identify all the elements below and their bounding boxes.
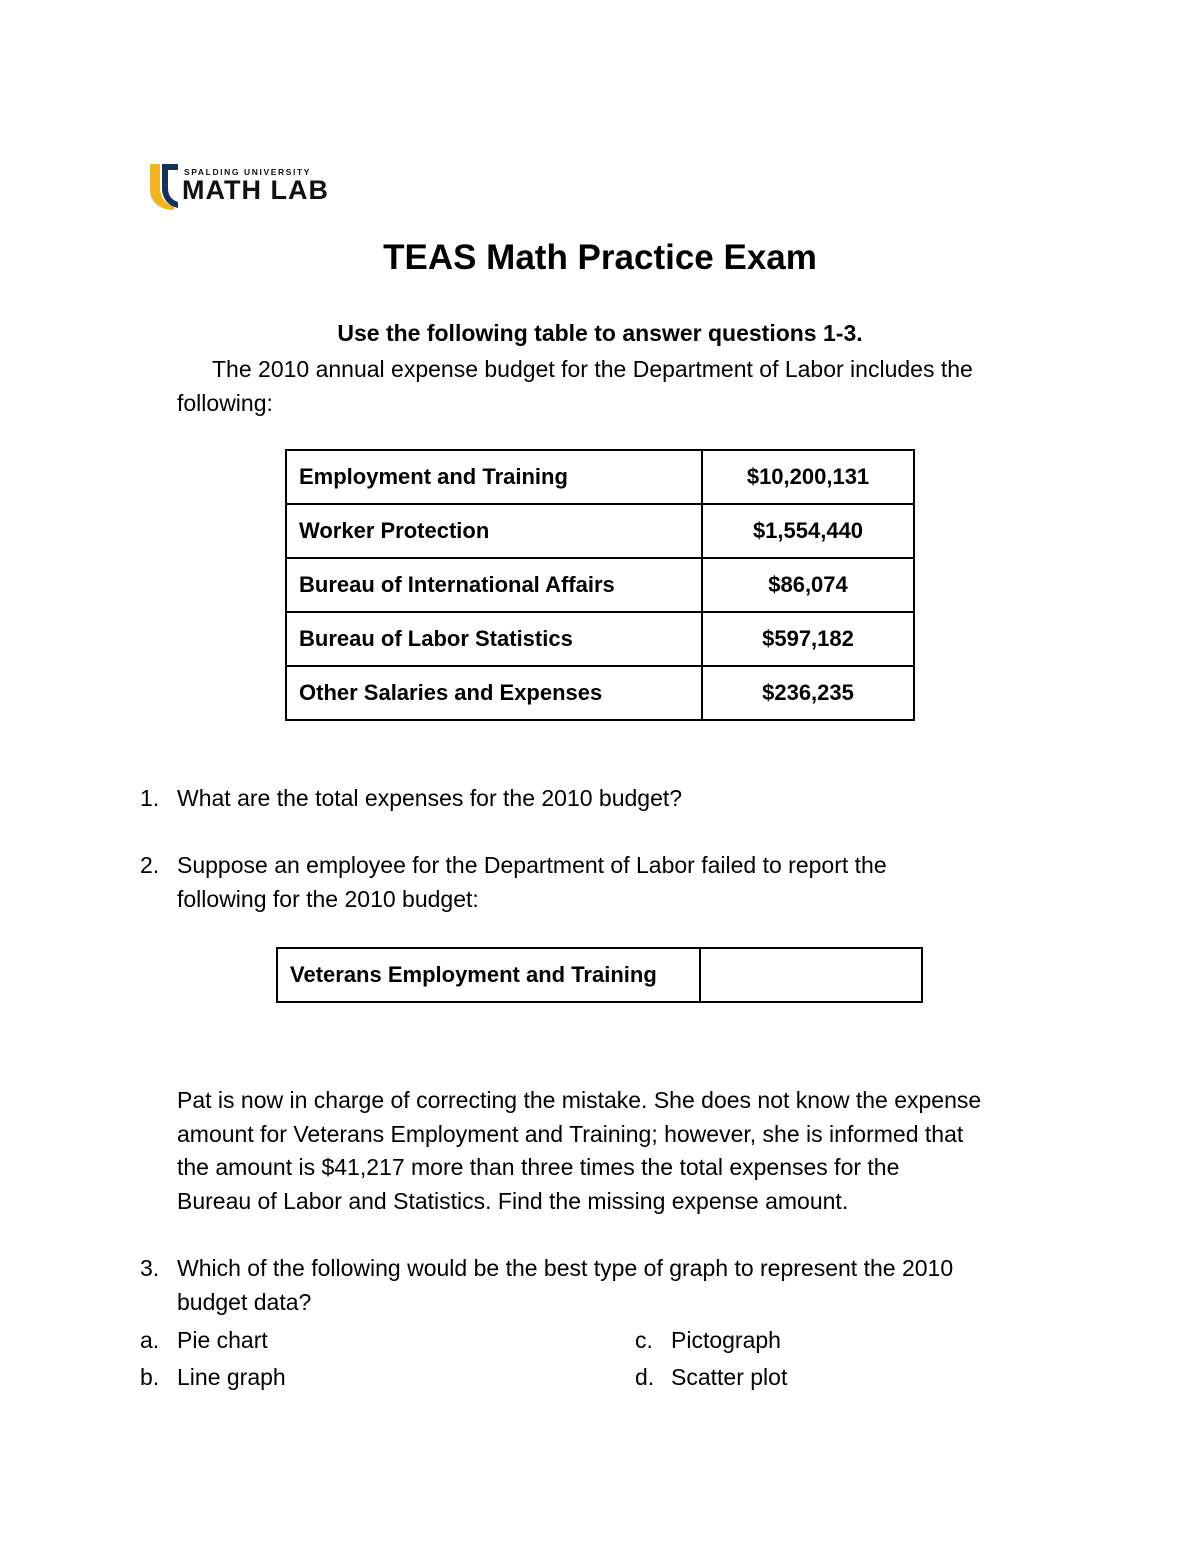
veterans-label: Veterans Employment and Training: [277, 948, 700, 1002]
option-b-text: Line graph: [177, 1364, 286, 1390]
table-row: [286, 504, 914, 558]
math-lab-logo: [146, 160, 362, 212]
logo-math-lab-text: MATH LAB: [182, 175, 329, 205]
intro-line-2: following:: [177, 390, 273, 416]
question-3-number: 3.: [140, 1255, 160, 1281]
question-2-para-line-2: amount for Veterans Employment and Training; however, she is informed that: [177, 1121, 964, 1147]
intro-line-1: The 2010 annual expense budget for the Department of Labor includes the: [212, 356, 973, 382]
question-2-number: 2.: [140, 852, 160, 878]
row-value: $10,200,131: [702, 450, 914, 504]
option-c-letter: c.: [635, 1327, 653, 1353]
row-label: Bureau of Labor Statistics: [286, 612, 702, 666]
veterans-value-blank: [700, 948, 922, 1002]
table-row: [277, 948, 922, 1002]
option-a-letter: a.: [140, 1327, 160, 1353]
question-2-para-line-3: the amount is $41,217 more than three times the total expenses for the: [177, 1154, 900, 1180]
table-row: [286, 666, 914, 720]
question-2-para-line-4: Bureau of Labor and Statistics. Find the missing expense amount.: [177, 1188, 849, 1214]
option-d-letter: d.: [635, 1364, 655, 1390]
veterans-table: [276, 947, 923, 1003]
logo-university-text: SPALDING UNIVERSITY: [184, 167, 312, 177]
option-d-text: Scatter plot: [671, 1364, 788, 1390]
table-row: [286, 558, 914, 612]
question-1-number: 1.: [140, 785, 160, 811]
page-title: TEAS Math Practice Exam: [383, 238, 817, 277]
question-2-line-1: Suppose an employee for the Department of Labor failed to report the: [177, 852, 887, 878]
row-label: Other Salaries and Expenses: [286, 666, 702, 720]
row-value: $1,554,440: [702, 504, 914, 558]
row-value: $86,074: [702, 558, 914, 612]
question-2-line-2: following for the 2010 budget:: [177, 886, 479, 912]
question-2-para-line-1: Pat is now in charge of correcting the mistake. She does not know the expense: [177, 1087, 982, 1113]
option-c-text: Pictograph: [671, 1327, 781, 1353]
row-label: Bureau of International Affairs: [286, 558, 702, 612]
option-b-letter: b.: [140, 1364, 160, 1390]
table-row: [286, 450, 914, 504]
row-label: Employment and Training: [286, 450, 702, 504]
table-row: [286, 612, 914, 666]
row-label: Worker Protection: [286, 504, 702, 558]
row-value: $597,182: [702, 612, 914, 666]
question-3-line-1: Which of the following would be the best type of graph to represent the 2010: [177, 1255, 954, 1281]
option-a-text: Pie chart: [177, 1327, 268, 1353]
logo-emblem-icon: [146, 160, 182, 212]
budget-table: [285, 449, 915, 721]
question-3-line-2: budget data?: [177, 1289, 312, 1315]
row-value: $236,235: [702, 666, 914, 720]
instructions: Use the following table to answer questions 1-3.: [337, 320, 863, 346]
question-1-text: What are the total expenses for the 2010 budget?: [177, 785, 683, 811]
